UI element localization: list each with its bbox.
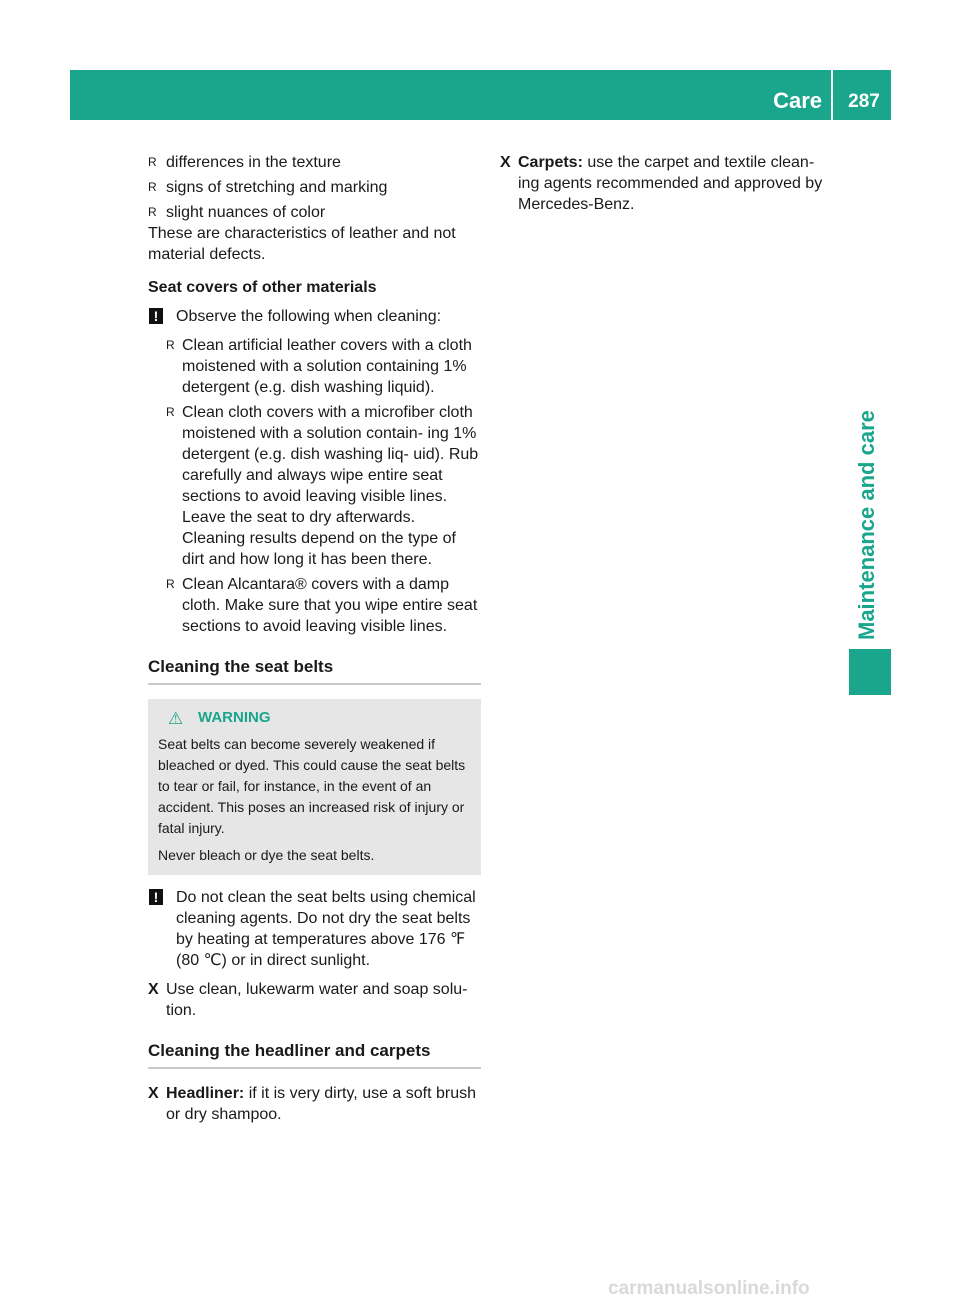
side-tab-label: Maintenance and care xyxy=(854,410,879,640)
step-item: X Headliner: if it is very dirty, use a soft brush or dry shampoo. xyxy=(148,1085,477,1123)
right-column xyxy=(500,152,835,215)
leather-note: These are characteristics of leather and not material defects. xyxy=(148,225,456,263)
seat-belts-heading: Cleaning the seat belts xyxy=(148,656,481,685)
warning-text: Seat belts can become severely weakened if bleached or dyed. This could cause the seat belts to tear or fail, for instance, in the event of an accident. This poses an increased risk of injury or fatal injury. xyxy=(158,736,466,836)
watermark: carmanualsonline.info xyxy=(608,1278,810,1299)
observe-note: ! Observe the following when cleaning: xyxy=(148,306,481,327)
warning-box xyxy=(148,699,481,875)
list-item: R Clean Alcantara® covers with a damp cloth. Make sure that you wipe entire seat sections to avoid leaving visible lines. xyxy=(166,576,478,635)
seat-belts-note: ! Do not clean the seat belts using chemical cleaning agents. Do not dry the seat belts by heating at temperatures above 176 ℉ (80 ℃) or in direct sunlight. xyxy=(148,887,481,971)
step-item: X Carpets: use the carpet and textile clean- ing agents recommended and approved by Mercedes-Benz. xyxy=(500,154,823,213)
header-separator xyxy=(831,70,833,120)
page-title: Care xyxy=(773,88,822,113)
warning-icon: ⚠ xyxy=(168,709,184,728)
warning-text: Never bleach or dye the seat belts. xyxy=(158,847,375,863)
notice-icon: ! xyxy=(149,308,163,324)
seat-covers-heading: Seat covers of other materials xyxy=(148,279,377,296)
left-column xyxy=(148,152,481,1125)
list-item: R Clean artificial leather covers with a cloth moistened with a solution containing 1% detergent (e.g. dish washing liquid). xyxy=(166,337,472,396)
list-item: R differences in the texture xyxy=(148,154,341,171)
side-tab-block xyxy=(849,649,891,695)
list-item: R slight nuances of color xyxy=(148,204,326,221)
list-item: R Clean cloth covers with a microfiber cloth moistened with a solution contain- ing 1% detergent (e.g. dish washing liq- uid). Rub carefully and always wipe entire seat sections to avoid leaving visible lines. Leave the seat to dry afterwards. Cleaning results depend on the type of dirt and how long it has been there. xyxy=(166,404,479,568)
warning-title: ⚠ WARNING xyxy=(168,709,271,728)
list-item: R signs of stretching and marking xyxy=(148,179,388,196)
headliner-heading: Cleaning the headliner and carpets xyxy=(148,1040,481,1069)
step-item: X Use clean, lukewarm water and soap solu- tion. xyxy=(148,981,468,1019)
page-number: 287 xyxy=(848,91,880,112)
notice-icon: ! xyxy=(149,889,163,905)
